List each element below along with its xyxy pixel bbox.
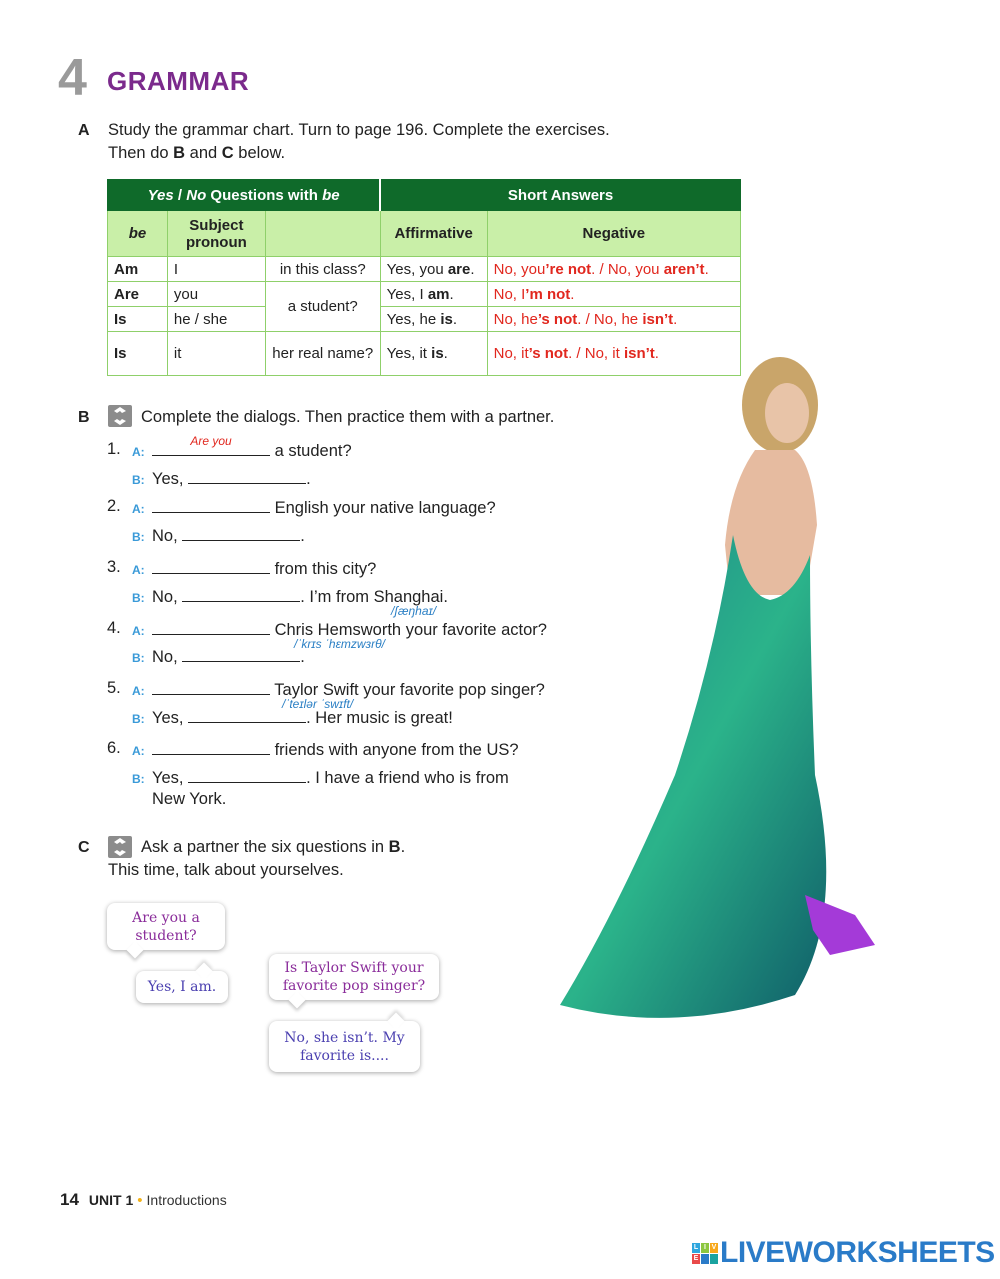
gown-shape bbox=[560, 535, 826, 1018]
speech-bubble-question: Is Taylor Swift your favorite pop singer? bbox=[269, 954, 439, 1000]
page-footer bbox=[60, 1190, 227, 1210]
dialog-line-b bbox=[152, 707, 453, 728]
logo-tile: E bbox=[693, 1254, 699, 1262]
answer-blank[interactable] bbox=[152, 434, 270, 456]
text: . bbox=[300, 527, 305, 545]
text: Ask a partner the six questions in bbox=[141, 838, 389, 856]
text: . I’m from Shanghai. bbox=[300, 588, 448, 606]
logo-tile: L bbox=[693, 1243, 699, 1251]
grammar-chart-header bbox=[108, 180, 741, 211]
item-number: 5. bbox=[107, 679, 121, 697]
table-row bbox=[108, 307, 741, 332]
part-a-letter: A bbox=[78, 122, 90, 139]
dialog-line-b bbox=[152, 525, 305, 546]
speaker-a: A: bbox=[132, 445, 145, 459]
text-bold: B bbox=[173, 144, 186, 162]
page-number: 14 bbox=[60, 1190, 79, 1209]
speaker-a: A: bbox=[132, 684, 145, 698]
text: No, bbox=[152, 648, 183, 666]
logo-tile: V bbox=[711, 1243, 717, 1251]
part-b-instruction: Complete the dialogs. Then practice them with a partner. bbox=[141, 408, 555, 426]
text: Yes, you bbox=[386, 260, 448, 278]
cell-negative bbox=[487, 307, 740, 332]
text: Yes bbox=[147, 186, 174, 204]
text-bold: am bbox=[427, 285, 450, 303]
text-bold: is bbox=[440, 310, 453, 328]
cell-rest: in this class? bbox=[265, 257, 380, 282]
cell-affirmative bbox=[380, 257, 487, 282]
text: below. bbox=[233, 144, 286, 162]
answer-blank[interactable] bbox=[152, 497, 270, 513]
text: No, you bbox=[493, 260, 546, 278]
text: Then do bbox=[108, 144, 174, 162]
cell-be: Is bbox=[108, 332, 168, 376]
answer-blank[interactable] bbox=[152, 558, 270, 574]
text: . bbox=[704, 260, 709, 278]
cell-affirmative bbox=[380, 332, 487, 376]
text: Chris Hemsworth your favorite actor? bbox=[270, 621, 547, 639]
grammar-chart-subheader bbox=[108, 211, 741, 257]
text-bold: ’re not bbox=[545, 260, 592, 278]
col-subject: Subject pronoun bbox=[167, 211, 265, 257]
speaker-a: A: bbox=[132, 624, 145, 638]
phonetic-shanghai: /ʃæŋhaɪ/ bbox=[391, 604, 437, 618]
answer-blank[interactable] bbox=[182, 586, 300, 602]
grammar-chart bbox=[107, 179, 741, 376]
dialog-line-b-cont: New York. bbox=[152, 790, 227, 808]
logo-tile bbox=[710, 1254, 718, 1264]
part-a-line2 bbox=[108, 142, 610, 165]
speaker-b: B: bbox=[132, 651, 145, 665]
text-bold: are bbox=[447, 260, 471, 278]
dialog-line-a bbox=[152, 434, 352, 461]
separator-dot: • bbox=[137, 1192, 143, 1209]
text: Yes, he bbox=[386, 310, 441, 328]
speech-bubble-answer: Yes, I am. bbox=[136, 971, 228, 1003]
text: No, bbox=[152, 588, 183, 606]
text: . bbox=[443, 345, 448, 362]
dialog-line-b bbox=[152, 646, 305, 667]
text: Yes, bbox=[152, 769, 189, 787]
text: . bbox=[400, 838, 406, 856]
dialog-line-b bbox=[152, 767, 509, 788]
text-bold: ’m not bbox=[525, 285, 571, 303]
text: . bbox=[452, 310, 458, 328]
text-bold: isn’t bbox=[642, 310, 674, 328]
text: be bbox=[128, 225, 147, 242]
phonetic-swift: /ˈteɪlər ˈswɪft/ bbox=[282, 697, 354, 711]
speaker-a: A: bbox=[132, 744, 145, 758]
logo-tiles-icon bbox=[692, 1243, 718, 1264]
speaker-b: B: bbox=[132, 530, 145, 544]
part-c-line1 bbox=[141, 836, 405, 859]
section-title: GRAMMAR bbox=[107, 66, 250, 96]
cell-negative bbox=[487, 282, 740, 307]
text-bold: is bbox=[431, 345, 444, 362]
text-bold: C bbox=[221, 144, 234, 162]
text-bold: B bbox=[388, 838, 401, 856]
header-questions bbox=[108, 180, 381, 211]
text: . bbox=[673, 310, 678, 328]
part-a-line1: Study the grammar chart. Turn to page 196. Complete the exercises. bbox=[108, 121, 610, 139]
unit-topic: Introductions bbox=[146, 1192, 227, 1208]
answer-blank[interactable] bbox=[188, 767, 306, 783]
table-row bbox=[108, 282, 741, 307]
text: Yes, it bbox=[386, 345, 432, 362]
logo-tile bbox=[701, 1254, 709, 1264]
cell-rest: her real name? bbox=[265, 332, 380, 376]
answer-blank[interactable] bbox=[182, 525, 300, 541]
answer-blank[interactable] bbox=[188, 468, 306, 484]
cell-rest: a student? bbox=[265, 282, 380, 332]
taylor-swift-photo bbox=[555, 355, 885, 1035]
col-blank bbox=[265, 211, 380, 257]
speaker-b: B: bbox=[132, 591, 145, 605]
text-bold: aren’t bbox=[663, 260, 705, 278]
text: Yes, I bbox=[386, 285, 428, 303]
text: . bbox=[449, 285, 454, 303]
part-b-letter: B bbox=[78, 409, 90, 426]
text: / bbox=[173, 186, 187, 204]
text: . I have a friend who is from bbox=[306, 769, 509, 787]
phonetic-hemsworth: /ˈkrɪs ˈhɛmzwɜrθ/ bbox=[294, 637, 385, 651]
col-be bbox=[108, 211, 168, 257]
unit-label: UNIT 1 bbox=[88, 1192, 134, 1208]
item-number: 4. bbox=[107, 619, 121, 637]
text: Questions with bbox=[206, 186, 323, 204]
text: No, bbox=[152, 527, 183, 545]
answer-blank[interactable] bbox=[182, 646, 300, 662]
pair-work-icon bbox=[108, 836, 132, 858]
text: . bbox=[306, 470, 311, 488]
section-number: 4 bbox=[58, 49, 87, 107]
cell-be: Is bbox=[108, 307, 168, 332]
text: . bbox=[470, 260, 475, 278]
text: No, it bbox=[493, 345, 529, 362]
part-c-line2: This time, talk about yourselves. bbox=[108, 861, 344, 879]
speech-bubble-question: Are you a student? bbox=[107, 903, 225, 950]
dialog-line-b bbox=[152, 468, 311, 489]
liveworksheets-logo[interactable] bbox=[692, 1236, 995, 1270]
text: . / No, it bbox=[568, 345, 624, 362]
text-bold: isn’t bbox=[623, 345, 655, 362]
cell-pronoun: he / she bbox=[167, 307, 265, 332]
text: . Her music is great! bbox=[306, 709, 453, 727]
text: from this city? bbox=[270, 560, 377, 578]
speaker-b: B: bbox=[132, 473, 145, 487]
answer-blank[interactable] bbox=[152, 739, 270, 755]
pair-work-icon bbox=[108, 405, 132, 427]
text: Yes, bbox=[152, 470, 189, 488]
text: . / No, he bbox=[577, 310, 643, 328]
cell-affirmative bbox=[380, 307, 487, 332]
text: friends with anyone from the US? bbox=[270, 741, 519, 759]
example-answer: Are you bbox=[190, 434, 232, 448]
cell-pronoun: I bbox=[167, 257, 265, 282]
cell-be: Are bbox=[108, 282, 168, 307]
answer-blank[interactable] bbox=[188, 707, 306, 723]
table-row bbox=[108, 257, 741, 282]
speech-bubble-answer: No, she isn’t. My favorite is.... bbox=[269, 1021, 420, 1072]
text: No, he bbox=[493, 310, 538, 328]
text: . bbox=[570, 285, 575, 303]
text: English your native language? bbox=[270, 499, 496, 517]
text: . bbox=[654, 345, 659, 362]
text: . bbox=[300, 648, 305, 666]
text: No bbox=[186, 186, 207, 204]
speaker-a: A: bbox=[132, 502, 145, 516]
col-affirmative: Affirmative bbox=[380, 211, 487, 257]
col-negative: Negative bbox=[487, 211, 740, 257]
dialog-line-a bbox=[152, 739, 519, 760]
text: be bbox=[322, 186, 340, 204]
part-c-letter: C bbox=[78, 839, 90, 856]
text: . / No, you bbox=[591, 260, 664, 278]
speaker-b: B: bbox=[132, 712, 145, 726]
speaker-b: B: bbox=[132, 772, 145, 786]
speaker-a: A: bbox=[132, 563, 145, 577]
text: Yes, bbox=[152, 709, 189, 727]
text: Taylor Swift your favorite pop singer? bbox=[270, 681, 545, 699]
text: a student? bbox=[270, 442, 352, 460]
text: and bbox=[185, 144, 222, 162]
cell-be: Am bbox=[108, 257, 168, 282]
text-bold: ’s not bbox=[537, 310, 578, 328]
item-number: 6. bbox=[107, 739, 121, 757]
part-a-instruction bbox=[108, 119, 610, 165]
item-number: 2. bbox=[107, 497, 121, 515]
cell-pronoun: it bbox=[167, 332, 265, 376]
item-number: 1. bbox=[107, 440, 121, 458]
dialog-line-a bbox=[152, 497, 496, 518]
cell-affirmative bbox=[380, 282, 487, 307]
text-bold: ’s not bbox=[528, 345, 569, 362]
cell-pronoun: you bbox=[167, 282, 265, 307]
answer-blank[interactable] bbox=[152, 679, 270, 695]
cell-negative bbox=[487, 257, 740, 282]
item-number: 3. bbox=[107, 558, 121, 576]
face-shape bbox=[765, 383, 809, 443]
header-short-answers: Short Answers bbox=[380, 180, 740, 211]
logo-tile: I bbox=[701, 1243, 709, 1253]
dialog-line-a bbox=[152, 558, 376, 579]
text: No, I bbox=[493, 285, 526, 303]
logo-wordmark: LIVEWORKSHEETS bbox=[720, 1236, 995, 1269]
answer-blank[interactable] bbox=[152, 619, 270, 635]
